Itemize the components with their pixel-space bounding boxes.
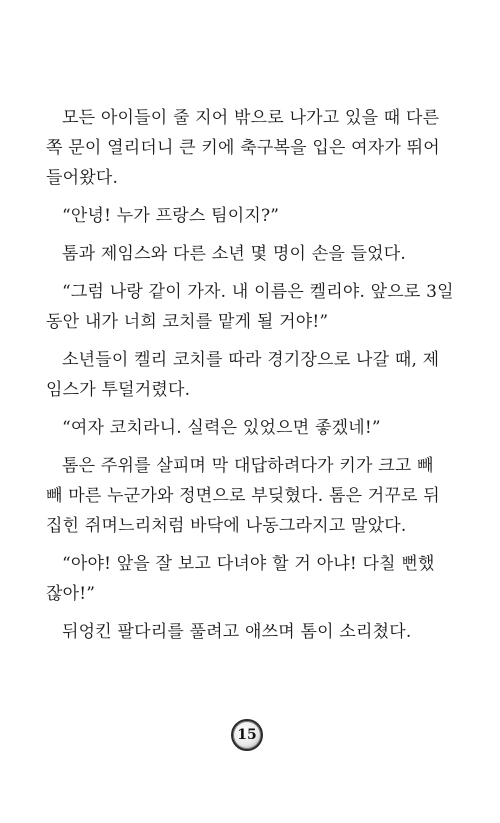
page-number: 15 bbox=[237, 727, 257, 743]
text-line: 잖아!” bbox=[46, 584, 96, 604]
text-line: “여자 코치라니. 실력은 있었으면 좋겠네!” bbox=[62, 418, 381, 438]
text-line: “그럼 나랑 같이 가자. 내 이름은 켈리야. 앞으로 3일 bbox=[62, 282, 454, 302]
text-line: 빼 마른 누군가와 정면으로 부딪혔다. 톰은 거꾸로 뒤 bbox=[46, 486, 440, 506]
text-line: 임스가 투덜거렸다. bbox=[46, 380, 191, 400]
text-line: 집힌 쥐며느리처럼 바닥에 나동그라지고 말았다. bbox=[46, 516, 407, 536]
text-line: 소년들이 켈리 코치를 따라 경기장으로 나갈 때, 제 bbox=[62, 350, 440, 370]
text-line: 톰과 제임스와 다른 소년 몇 명이 손을 들었다. bbox=[62, 244, 407, 264]
text-line: 동안 내가 너희 코치를 맡게 될 거야!” bbox=[46, 312, 329, 332]
text-line: 들어왔다. bbox=[46, 168, 119, 188]
text-line: 쪽 문이 열리더니 큰 키에 축구복을 입은 여자가 뛰어 bbox=[46, 138, 440, 158]
body-text bbox=[46, 103, 466, 647]
text-line: “아야! 앞을 잘 보고 다녀야 할 거 아냐! 다칠 뻔했 bbox=[62, 554, 435, 574]
page-number-badge bbox=[231, 719, 263, 751]
text-line: 모든 아이들이 줄 지어 밖으로 나가고 있을 때 다른 bbox=[62, 108, 440, 128]
text-line: “안녕! 누가 프랑스 팀이지?” bbox=[62, 206, 280, 226]
text-line: 톰은 주위를 살피며 막 대답하려다가 키가 크고 빼 bbox=[62, 456, 434, 476]
text-line: 뒤엉킨 팔다리를 풀려고 애쓰며 톰이 소리쳤다. bbox=[62, 622, 412, 642]
